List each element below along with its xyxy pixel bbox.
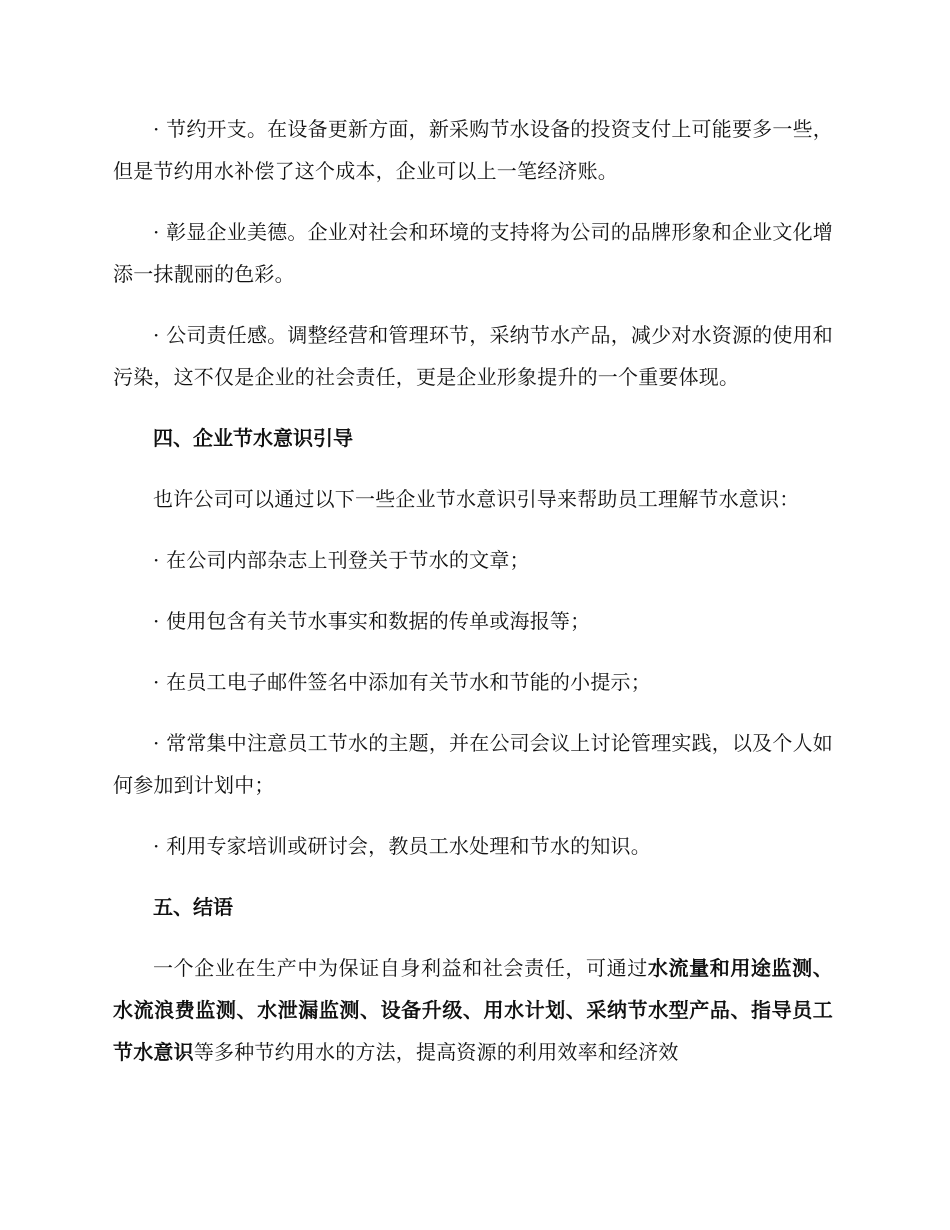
conclusion-text-bold: 水流量和用途监测、水流浪费监测、水泄漏监测、设备升级、用水计划、采纳节水型产品、指导员工节水意识 bbox=[113, 956, 833, 1064]
paragraph-conclusion bbox=[113, 947, 833, 1073]
paragraph-save-costs: · 节约开支。在设备更新方面，新采购节水设备的投资支付上可能要多一些，但是节约用水补偿了这个成本，企业可以上一笔经济账。 bbox=[113, 117, 833, 183]
paragraph-awareness-intro: 也许公司可以通过以下一些企业节水意识引导来帮助员工理解节水意识： bbox=[153, 487, 800, 511]
section-heading-awareness: 四、企业节水意识引导 bbox=[153, 426, 353, 450]
conclusion-text-start: 一个企业在生产中为保证自身利益和社会责任，可通过 bbox=[153, 956, 648, 980]
list-item-flyers: · 使用包含有关节水事实和数据的传单或海报等； bbox=[153, 609, 591, 633]
document-body bbox=[113, 108, 833, 1092]
list-item-email-signature: · 在员工电子邮件签名中添加有关节水和节能的小提示； bbox=[153, 670, 651, 694]
paragraph-responsibility: · 公司责任感。调整经营和管理环节，采纳节水产品，减少对水资源的使用和污染，这不仅是企业的社会责任，更是企业形象提升的一个重要体现。 bbox=[113, 323, 833, 389]
conclusion-text-end: 等多种节约用水的方法，提高资源的利用效率和经济效 bbox=[193, 1040, 679, 1064]
list-item-meetings: · 常常集中注意员工节水的主题，并在公司会议上讨论管理实践，以及个人如何参加到计划中； bbox=[113, 731, 833, 797]
list-item-magazine: · 在公司内部杂志上刊登关于节水的文章； bbox=[153, 548, 530, 572]
list-item-training: · 利用专家培训或研讨会，教员工水处理和节水的知识。 bbox=[153, 834, 651, 858]
paragraph-corporate-virtue: · 彰显企业美德。企业对社会和环境的支持将为公司的品牌形象和企业文化增添一抹靓丽的色彩。 bbox=[113, 220, 833, 286]
section-heading-conclusion: 五、结语 bbox=[153, 895, 233, 919]
